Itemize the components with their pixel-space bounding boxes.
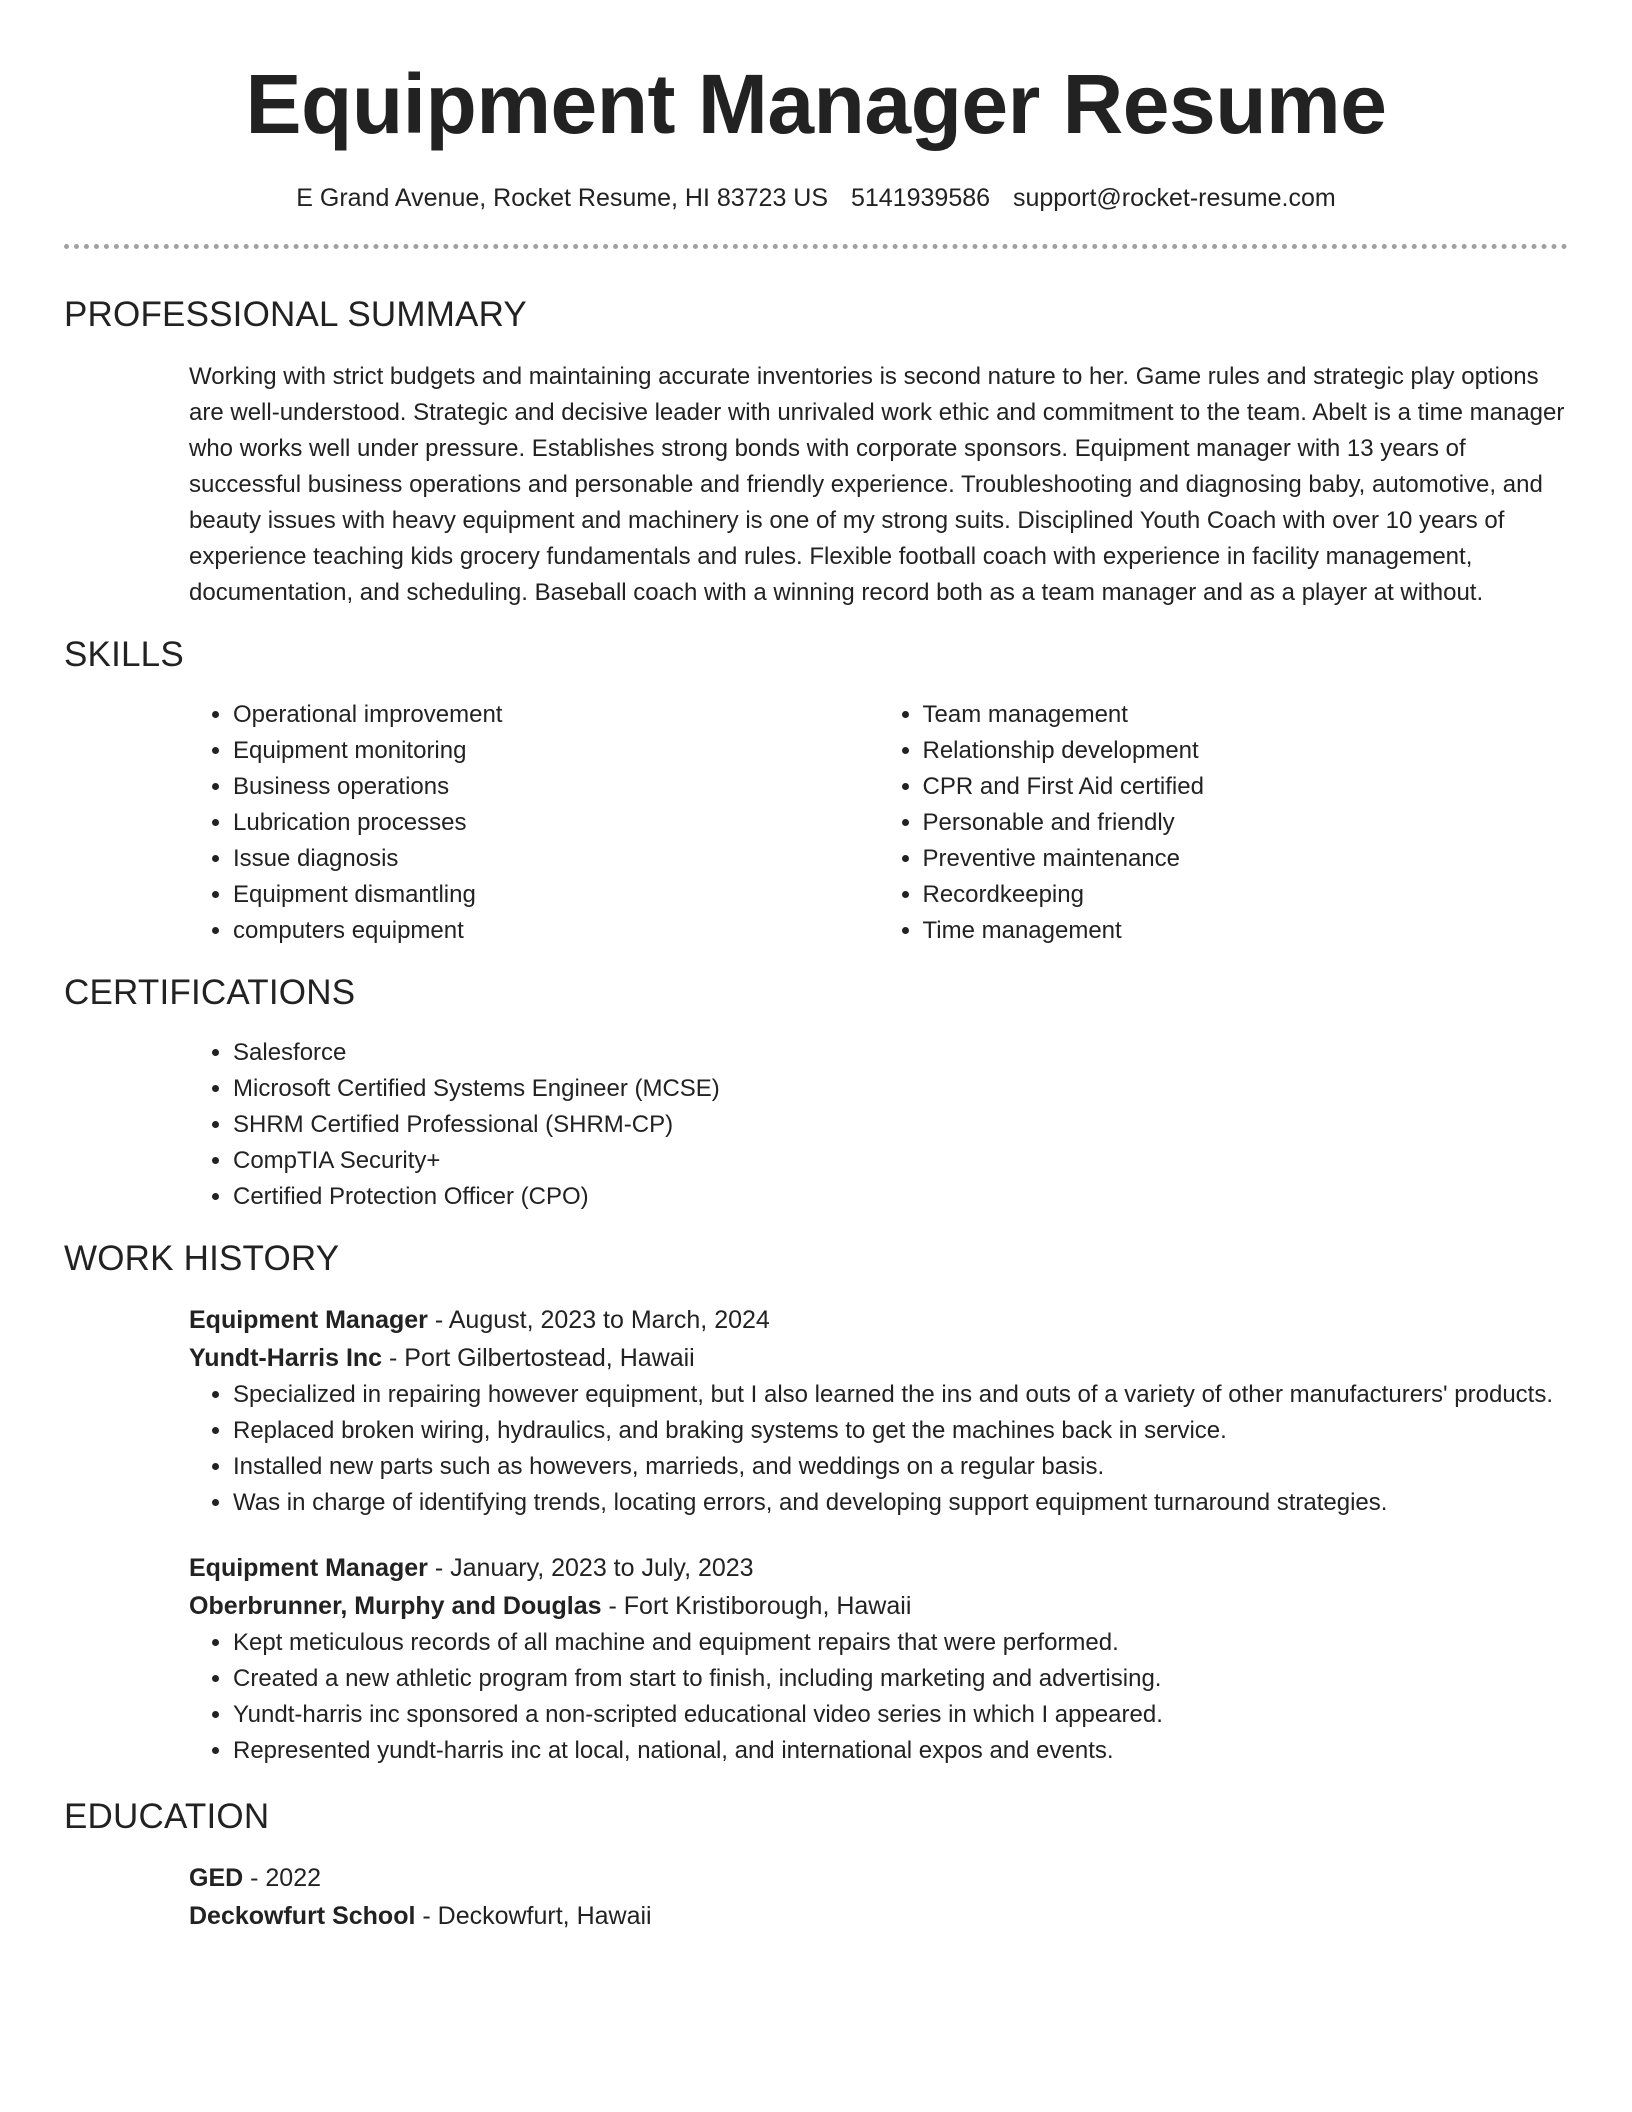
summary-text: Working with strict budgets and maintaining accurate inventories is second nature to her. Game rules and strategic play options are well-understood. Strategic and decisive leader with unrivaled work ethic and commitment to the team. Abelt is a time manager who works well under pressure. Establishes strong bonds with corporate sponsors. Equipment manager with 13 years of successful business operations and personable and friendly experience. Troubleshooting and diagnosing baby, automotive, and beauty issues with heavy equipment and machinery is one of my strong suits. Disciplined Youth Coach with over 10 years of experience teaching kids grocery fundamentals and rules. Flexible football coach with experience in facility management, documentation, and scheduling. Baseball coach with a winning record both as a team manager and as a player at without.	[189, 363, 1565, 606]
job-title-line	[189, 1301, 1568, 1339]
summary-heading: PROFESSIONAL SUMMARY	[64, 295, 527, 334]
job-duty: • Created a new athletic program from start to finish, including marketing and advertising.	[233, 1661, 1568, 1697]
header-divider	[64, 244, 1568, 249]
skill-item: • computers equipment	[233, 913, 879, 949]
job-duty: • Yundt-harris inc sponsored a non-scripted educational video series in which I appeared.	[233, 1697, 1568, 1733]
certification-item: • CompTIA Security+	[233, 1143, 1568, 1179]
job-company-line	[189, 1587, 1568, 1625]
skill-item: • Lubrication processes	[233, 805, 879, 841]
skills-right-list	[879, 697, 1569, 949]
job-duty: • Kept meticulous records of all machine and equipment repairs that were performed.	[233, 1625, 1568, 1661]
contact-phone: 5141939586	[851, 184, 991, 212]
skill-item: • Equipment monitoring	[233, 733, 879, 769]
job-location: - Port Gilbertostead, Hawaii	[382, 1344, 695, 1372]
job-duty: • Was in charge of identifying trends, locating errors, and developing support equipment turnaround strategies.	[233, 1485, 1568, 1521]
job-title-line	[189, 1549, 1568, 1587]
job-duty: • Replaced broken wiring, hydraulics, and braking systems to get the machines back in service.	[233, 1413, 1568, 1449]
job-duties-list	[189, 1625, 1568, 1769]
skill-item: • Equipment dismantling	[233, 877, 879, 913]
education-school-line	[189, 1897, 1568, 1935]
contact-address: E Grand Avenue, Rocket Resume, HI 83723 US	[296, 184, 829, 212]
job-duty: • Specialized in repairing however equipment, but I also learned the ins and outs of a variety of other manufacturers' products.	[233, 1377, 1568, 1413]
resume-title: Equipment Manager Resume	[245, 57, 1387, 151]
job-duty: • Represented yundt-harris inc at local, national, and international expos and events.	[233, 1733, 1568, 1769]
job-duty: • Installed new parts such as howevers, marrieds, and weddings on a regular basis.	[233, 1449, 1568, 1485]
job-dates: - August, 2023 to March, 2024	[427, 1306, 770, 1334]
skill-item: • Operational improvement	[233, 697, 879, 733]
certifications-heading: CERTIFICATIONS	[64, 973, 356, 1012]
skill-item: • Recordkeeping	[923, 877, 1569, 913]
job-dates: - January, 2023 to July, 2023	[427, 1554, 754, 1582]
certification-item: • SHRM Certified Professional (SHRM-CP)	[233, 1107, 1568, 1143]
education-degree-line	[189, 1859, 1568, 1897]
education-location: - Deckowfurt, Hawaii	[415, 1902, 652, 1930]
certifications-section	[189, 1035, 1568, 1215]
job-company-line	[189, 1339, 1568, 1377]
education-degree: GED	[189, 1864, 244, 1892]
job-entry	[189, 1301, 1568, 1521]
skill-item: • Personable and friendly	[923, 805, 1569, 841]
contact-line	[64, 180, 1568, 216]
skills-columns	[189, 697, 1568, 949]
job-title: Equipment Manager	[189, 1306, 428, 1334]
skill-item: • Preventive maintenance	[923, 841, 1569, 877]
job-location: - Fort Kristiborough, Hawaii	[601, 1592, 912, 1620]
education-school: Deckowfurt School	[189, 1902, 416, 1930]
skill-item: • Relationship development	[923, 733, 1569, 769]
certification-item: • Salesforce	[233, 1035, 1568, 1071]
skill-item: • Issue diagnosis	[233, 841, 879, 877]
job-entry	[189, 1549, 1568, 1769]
job-company: Yundt-Harris Inc	[189, 1344, 383, 1372]
skill-item: • Team management	[923, 697, 1569, 733]
skill-item: • Time management	[923, 913, 1569, 949]
education-year: - 2022	[243, 1864, 322, 1892]
certification-item: • Certified Protection Officer (CPO)	[233, 1179, 1568, 1215]
job-title: Equipment Manager	[189, 1554, 428, 1582]
skills-left-list	[189, 697, 879, 949]
certification-item: • Microsoft Certified Systems Engineer (MCSE)	[233, 1071, 1568, 1107]
education-heading: EDUCATION	[64, 1797, 270, 1836]
certifications-list	[189, 1035, 1568, 1215]
skill-item: • CPR and First Aid certified	[923, 769, 1569, 805]
skill-item: • Business operations	[233, 769, 879, 805]
contact-email: support@rocket-resume.com	[1013, 184, 1336, 212]
skills-heading: SKILLS	[64, 635, 184, 674]
job-company: Oberbrunner, Murphy and Douglas	[189, 1592, 602, 1620]
job-duties-list	[189, 1377, 1568, 1521]
work-history-heading: WORK HISTORY	[64, 1239, 340, 1278]
education-entry	[189, 1859, 1568, 1935]
